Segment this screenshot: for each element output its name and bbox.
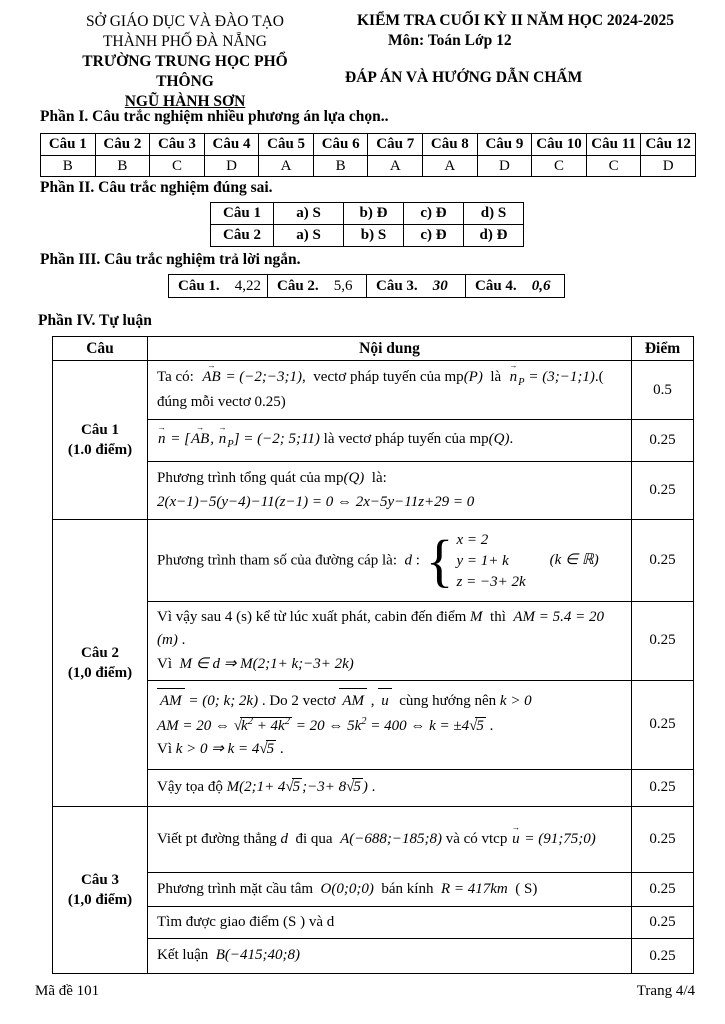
col-header-diem: Điểm <box>632 337 694 361</box>
question-header: Câu 10 <box>532 134 587 156</box>
school-name: NGŨ HÀNH SƠN <box>124 93 246 110</box>
score-cell: 0.25 <box>632 872 694 906</box>
answer-cell: d) S <box>464 203 524 225</box>
part1-title: Phần I. Câu trắc nghiệm nhiều phương án lựa chọn.. <box>40 108 389 125</box>
question-1-label <box>53 361 148 520</box>
answer-cell: B <box>95 156 150 177</box>
answer-value: 5,6 <box>333 277 353 294</box>
question-header: Câu 8 <box>423 134 478 156</box>
answer-cell: D <box>204 156 259 177</box>
answer-cell: a) S <box>274 225 344 247</box>
answer-cell: B <box>313 156 368 177</box>
answer-cell: D <box>641 156 696 177</box>
answer-cell: d) Đ <box>464 225 524 247</box>
score-cell: 0.25 <box>632 806 694 872</box>
answer-cell: A <box>259 156 314 177</box>
table-row <box>53 872 694 906</box>
answer-cell: C <box>586 156 641 177</box>
table-row <box>53 361 694 420</box>
question-header: Câu 9 <box>477 134 532 156</box>
part4-header-row <box>53 337 694 361</box>
question-header: Câu 12 <box>641 134 696 156</box>
table-row <box>53 680 694 769</box>
question-header: Câu 2 <box>95 134 150 156</box>
question-header: Câu 5 <box>259 134 314 156</box>
score-cell: 0.25 <box>632 462 694 520</box>
exam-code: Mã đề 101 <box>35 983 100 999</box>
part1-answers-row <box>41 156 696 177</box>
score-cell: 0.25 <box>632 420 694 462</box>
table-row <box>53 420 694 462</box>
school-line: TRƯỜNG TRUNG HỌC PHỔ THÔNG <box>82 53 288 90</box>
subject-line: Môn: Toán Lớp 12 <box>388 32 512 49</box>
doc-title: ĐÁP ÁN VÀ HƯỚNG DẪN CHẤM <box>345 69 583 86</box>
score-cell: 0.25 <box>632 680 694 769</box>
score-cell: 0.25 <box>632 602 694 681</box>
short-answer-cell <box>268 275 367 298</box>
table-row <box>53 602 694 681</box>
answer-value: 4,22 <box>234 277 261 294</box>
answer-cell: b) S <box>344 225 404 247</box>
part3-row <box>169 275 565 298</box>
part2-title: Phần II. Câu trắc nghiệm đúng sai. <box>40 179 273 196</box>
answer-cell: c) Đ <box>404 225 464 247</box>
question-header: Câu 4 <box>204 134 259 156</box>
answer-value: 0,6 <box>531 277 551 294</box>
solution-step: Ta có: AB → = (−2;−3;1), vectơ pháp tuyến của mp(P) là $n \to_P$ = (3;−1;1).( đúng mỗi vectơ 0.25) <box>148 361 632 420</box>
part1-answer-table <box>40 133 696 177</box>
exam-title: KIỂM TRA CUỐI KỲ II NĂM HỌC 2024-2025 <box>357 12 675 29</box>
score-cell: 0.25 <box>632 520 694 602</box>
answer-cell: B <box>41 156 96 177</box>
solution-step: n → = [AB →, $n \to_P] = (-2$; 5;11) là vectơ pháp tuyến của mp(Q). <box>148 420 632 462</box>
solution-step: Vậy tọa độ M(2;1+ 4√5 ;−3+ 8√5 ) . <box>148 769 632 806</box>
short-answer-cell <box>466 275 565 298</box>
answer-cell: c) Đ <box>404 203 464 225</box>
solution-step: Vì vậy sau 4 (s) kể từ lúc xuất phát, cabin đến điểm M thì AM = 5.4 = 20 (m) . Vì M ∈ d ⇒ M(2;1+ k;−3+ 2k) <box>148 602 632 681</box>
table-row <box>53 939 694 974</box>
page-number: Trang 4/4 <box>636 983 695 999</box>
answer-cell: C <box>150 156 205 177</box>
answer-cell: D <box>477 156 532 177</box>
question-label: Câu 1. <box>178 277 220 294</box>
table-row <box>53 906 694 938</box>
part3-answer-table <box>168 274 565 298</box>
question-2-label <box>53 520 148 807</box>
question-label: Câu 3. <box>376 277 418 294</box>
short-answer-cell <box>169 275 268 298</box>
score-cell: 0.25 <box>632 939 694 974</box>
col-header-cau: Câu <box>53 337 148 361</box>
question-header: Câu 11 <box>586 134 641 156</box>
short-answer-cell <box>367 275 466 298</box>
question-points: (1,0 điểm) <box>67 664 133 681</box>
table-row <box>53 769 694 806</box>
question-label: Câu 4. <box>475 277 517 294</box>
table-row <box>211 225 524 247</box>
question-points: (1,0 điểm) <box>67 891 133 908</box>
table-row <box>53 520 694 602</box>
question-header: Câu 6 <box>313 134 368 156</box>
answer-cell: A <box>368 156 423 177</box>
question-header: Câu 7 <box>368 134 423 156</box>
city-line: THÀNH PHỐ ĐÀ NẴNG <box>102 33 268 50</box>
answer-cell: A <box>423 156 478 177</box>
table-row <box>53 806 694 872</box>
department-line: SỞ GIÁO DỤC VÀ ĐÀO TẠO <box>86 13 284 30</box>
part2-answer-table <box>210 202 524 247</box>
question-number: Câu 3 <box>81 871 119 888</box>
answer-cell: C <box>532 156 587 177</box>
solution-step: Viết pt đường thẳng d đi qua A(−688;−185;8) và có vtcp u → = (91;75;0) <box>148 806 632 872</box>
table-row <box>211 203 524 225</box>
score-cell: 0.25 <box>632 769 694 806</box>
score-cell: 0.25 <box>632 906 694 938</box>
table-row <box>53 462 694 520</box>
part4-title: Phần IV. Tự luận <box>38 312 152 329</box>
solution-step: Kết luận B(−415;40;8) <box>148 939 632 974</box>
question-points: (1.0 điểm) <box>67 442 133 458</box>
question-number: Câu 1 <box>81 422 119 438</box>
answer-cell: b) Đ <box>344 203 404 225</box>
solution-step: Tìm được giao điểm (S ) và d <box>148 906 632 938</box>
solution-step: Phương trình mặt cầu tâm O(0;0;0) bán kính R = 417km ( S) <box>148 872 632 906</box>
question-label: Câu 2 <box>211 225 274 247</box>
col-header-noidung: Nội dung <box>148 337 632 361</box>
solution-step: AM = (0; k; 2k) . Do 2 vectơ AM , u cùng hướng nên k > 0 AM = 20 ⇔ $√k^2 + 4k^2 = 20$ ⇔ $5k^2 = 400$ ⇔ k = ±4√5 . Vì k > 0 ⇒ k = 4√5 . <box>148 680 632 769</box>
question-3-label <box>53 806 148 973</box>
part4-essay-table <box>52 336 694 974</box>
solution-step: Phương trình tham số của đường cáp là: d : { x = 2 y = 1+ k z = −3+ 2k (k ∈ ℝ) <box>148 520 632 602</box>
part3-title: Phần III. Câu trắc nghiệm trả lời ngắn. <box>40 251 301 268</box>
question-number: Câu 2 <box>81 644 119 661</box>
answer-cell: a) S <box>274 203 344 225</box>
part1-header-row <box>41 134 696 156</box>
question-header: Câu 1 <box>41 134 96 156</box>
question-label: Câu 1 <box>211 203 274 225</box>
header-left-block <box>52 12 318 112</box>
question-label: Câu 2. <box>277 277 319 294</box>
question-header: Câu 3 <box>150 134 205 156</box>
answer-value: 30 <box>432 277 448 294</box>
solution-step: Phương trình tổng quát của mp(Q) là: 2(x−1)−5(y−4)−11(z−1) = 0 ⇔ 2x−5y−11z+29 = 0 <box>148 462 632 520</box>
score-cell: 0.5 <box>632 361 694 420</box>
